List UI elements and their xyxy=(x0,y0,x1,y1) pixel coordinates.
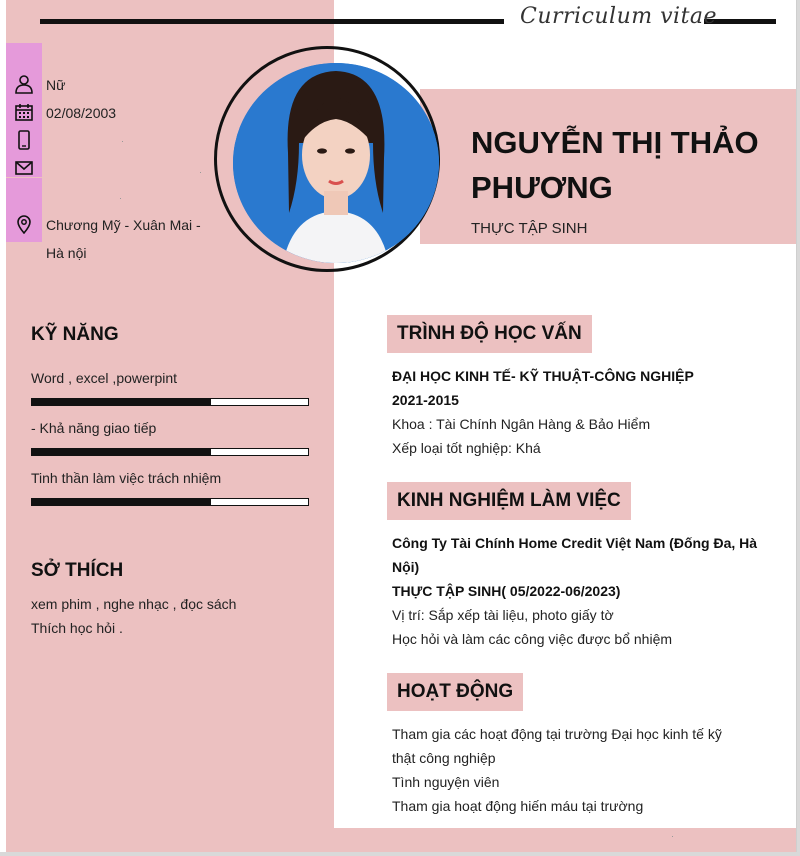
dot-mark xyxy=(672,836,673,837)
skill-bar-fill xyxy=(32,499,211,505)
bottom-band xyxy=(334,828,796,852)
activities-details xyxy=(392,722,762,818)
skill-bar xyxy=(31,448,309,456)
calendar-icon xyxy=(14,102,34,122)
skill-bar-fill xyxy=(32,449,211,455)
name-line-1: NGUYỄN THỊ THẢO xyxy=(471,125,759,160)
address-line-1: Chương Mỹ - Xuân Mai - xyxy=(46,217,201,233)
candidate-role: THỰC TẬP SINH xyxy=(471,220,588,237)
dob-text: 02/08/2003 xyxy=(46,105,117,121)
portrait-image xyxy=(233,63,439,263)
hobbies-heading: SỞ THÍCH xyxy=(31,560,124,581)
person-icon xyxy=(14,74,34,94)
job-detail: Vị trí: Sắp xếp tài liệu, photo giấy tờ xyxy=(392,607,614,623)
faculty-text: Khoa : Tài Chính Ngân Hàng & Bảo Hiểm xyxy=(392,416,651,432)
skill-label: - Khả năng giao tiếp xyxy=(31,420,157,436)
company-line-1: Công Ty Tài Chính Home Credit Việt Nam (Đống Đa, Hà xyxy=(392,535,758,551)
education-years: 2021-2015 xyxy=(392,392,459,408)
company-line-2: Nội) xyxy=(392,559,420,575)
education-details xyxy=(392,364,762,460)
profile-photo xyxy=(233,63,439,263)
hobby-line: xem phim , nghe nhạc , đọc sách xyxy=(31,596,237,612)
skill-bar xyxy=(31,398,309,406)
dot-mark xyxy=(120,198,121,199)
activity-line: Tham gia hoạt động hiến máu tại trường xyxy=(392,798,644,814)
activities-heading: HOẠT ĐỘNG xyxy=(387,673,523,711)
location-icon xyxy=(14,214,34,234)
activity-line: thật công nghiệp xyxy=(392,750,496,766)
skill-label: Word , excel ,powerpint xyxy=(31,370,178,386)
phone-icon xyxy=(14,130,34,150)
name-line-2: PHƯƠNG xyxy=(471,170,613,205)
header-rule-left xyxy=(40,19,504,24)
activity-line: Tham gia các hoạt động tại trường Đại học kinh tế kỹ xyxy=(392,726,722,742)
candidate-name xyxy=(471,120,759,210)
job-title: THỰC TẬP SINH( 05/2022-06/2023) xyxy=(392,583,621,599)
cv-title: Curriculum vitae xyxy=(520,4,718,29)
activity-line: Tình nguyện viên xyxy=(392,774,500,790)
skill-bar-fill xyxy=(32,399,211,405)
skill-label: Tinh thần làm việc trách nhiệm xyxy=(31,470,222,486)
email-icon xyxy=(14,158,34,178)
gender-text: Nữ xyxy=(46,77,66,93)
skill-bar xyxy=(31,498,309,506)
school-name: ĐẠI HỌC KINH TẾ- KỸ THUẬT-CÔNG NGHIỆP xyxy=(392,368,694,384)
job-detail: Học hỏi và làm các công việc được bổ nhiệm xyxy=(392,631,673,647)
grade-text: Xếp loại tốt nghiệp: Khá xyxy=(392,440,541,456)
experience-details xyxy=(392,531,762,651)
dot-mark xyxy=(122,141,123,142)
experience-heading: KINH NGHIỆM LÀM VIỆC xyxy=(387,482,631,520)
hobby-line: Thích học hỏi . xyxy=(31,620,123,636)
education-heading: TRÌNH ĐỘ HỌC VẤN xyxy=(387,315,592,353)
dot-mark xyxy=(200,172,201,173)
skills-heading: KỸ NĂNG xyxy=(31,324,119,345)
address-line-2: Hà nội xyxy=(46,245,87,261)
